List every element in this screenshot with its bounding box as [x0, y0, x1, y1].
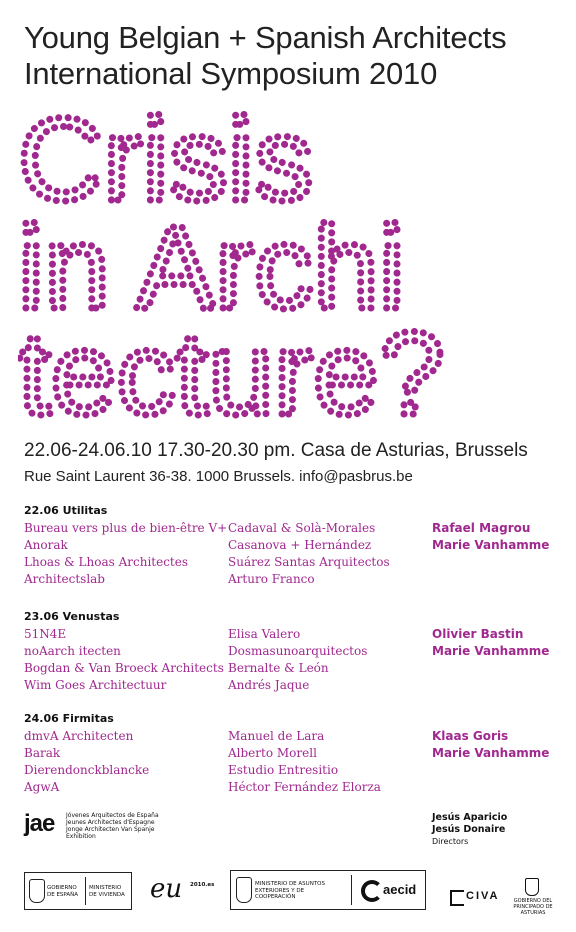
moderator-name: Marie Vanhamme — [432, 644, 550, 658]
list-item: Alberto Morell — [228, 746, 317, 760]
list-item: dmvA Architecten — [24, 729, 134, 743]
header-line-1: Young Belgian + Spanish Architects — [24, 20, 507, 55]
jae-description — [66, 812, 159, 840]
directors-role: Directors — [432, 837, 469, 846]
day3-col1 — [24, 728, 149, 796]
divider — [85, 877, 86, 905]
day2-col1 — [24, 626, 224, 694]
jae-line: Jonge Architecten Van Spanje — [66, 826, 155, 833]
title-line-2: in Archi — [18, 202, 405, 334]
logo-exteriores-aecid — [230, 870, 426, 910]
ministerio-exteriores-label: MINISTERIO DE ASUNTOS EXTERIORES Y DE COOPERACIÓN — [255, 881, 325, 900]
aecid-label: aecid — [383, 882, 417, 897]
list-item: Elisa Valero — [228, 627, 301, 641]
list-item: 51N4E — [24, 627, 67, 641]
list-item: Estudio Entresitio — [228, 763, 339, 777]
moderator-name: Rafael Magrou — [432, 521, 531, 535]
moderator-name: Klaas Goris — [432, 729, 509, 743]
jae-line: Jóvenes Arquitectos de España — [66, 812, 159, 819]
ministerio-vivienda-label: MINISTERIO DE VIVIENDA — [89, 885, 125, 898]
jae-line: Exhibition — [66, 833, 96, 840]
list-item: Manuel de Lara — [228, 729, 325, 743]
eu-subtitle: 2010.es — [190, 882, 215, 888]
list-item: Dosmasunoarquitectos — [228, 644, 368, 658]
list-item: Anorak — [24, 538, 68, 552]
day1-moderators — [432, 520, 549, 554]
civa-label: CIVA — [466, 890, 500, 902]
list-item: Lhoas & Lhoas Architectes — [24, 555, 189, 569]
symposium-header — [24, 20, 506, 92]
moderator-name: Marie Vanhamme — [432, 538, 550, 552]
list-item: Andrés Jaque — [228, 678, 310, 692]
day3-moderators — [432, 728, 549, 762]
jae-logo: jae — [24, 810, 55, 837]
list-item: Casanova + Hernández — [228, 538, 372, 552]
logo-gobierno-vivienda — [24, 872, 132, 910]
list-item: Bureau vers plus de bien-être V+ — [24, 521, 228, 535]
event-dates: 22.06-24.06.10 17.30-20.30 pm. Casa de Asturias, Brussels — [24, 440, 528, 461]
directors-block — [432, 812, 507, 848]
civa-bracket-icon — [450, 890, 464, 906]
day1-col1 — [24, 520, 227, 588]
coat-of-arms-icon — [236, 877, 252, 903]
director-name: Jesús Donaire — [432, 824, 506, 835]
list-item: Suárez Santas Arquitectos — [228, 555, 390, 569]
day3-col2 — [228, 728, 381, 796]
list-item: Cadaval & Solà-Morales — [228, 521, 376, 535]
asturias-crest-icon — [525, 878, 539, 896]
day2-col2 — [228, 626, 367, 694]
list-item: Arturo Franco — [228, 572, 315, 586]
gobierno-label: GOBIERNO DE ESPAÑA — [47, 885, 79, 898]
list-item: Barak — [24, 746, 61, 760]
asturias-label: GOBIERNO DEL PRINCIPADO DE ASTURIAS — [513, 898, 553, 916]
dotted-title — [18, 108, 558, 428]
day2-moderators — [432, 626, 549, 660]
title-line-3: tecture? — [18, 308, 445, 428]
list-item: noAarch itecten — [24, 644, 121, 658]
list-item: Dierendonckblancke — [24, 763, 150, 777]
list-item: Héctor Fernández Elorza — [228, 780, 381, 794]
list-item: Bogdan & Van Broeck Architects — [24, 661, 224, 675]
day1-col2 — [228, 520, 390, 588]
day-title-3: 24.06 Firmitas — [24, 712, 114, 725]
list-item: Bernalte & León — [228, 661, 329, 675]
jae-line: Jeunes Architectes d'Espagne — [66, 819, 155, 826]
list-item: Wim Goes Architectuur — [24, 678, 167, 692]
aecid-icon — [361, 880, 383, 902]
list-item: Architectslab — [24, 572, 105, 586]
list-item: AgwA — [24, 780, 60, 794]
header-line-2: International Symposium 2010 — [24, 56, 438, 91]
title-line-1: Crisis — [18, 108, 313, 226]
divider — [351, 875, 352, 905]
moderator-name: Olivier Bastin — [432, 627, 524, 641]
eu-logo: eu — [150, 874, 183, 904]
director-name: Jesús Aparicio — [432, 812, 508, 823]
event-address: Rue Saint Laurent 36-38. 1000 Brussels. info@pasbrus.be — [24, 468, 413, 485]
day-title-1: 22.06 Utilitas — [24, 504, 108, 517]
moderator-name: Marie Vanhamme — [432, 746, 550, 760]
coat-of-arms-icon — [29, 879, 45, 903]
day-title-2: 23.06 Venustas — [24, 610, 120, 623]
